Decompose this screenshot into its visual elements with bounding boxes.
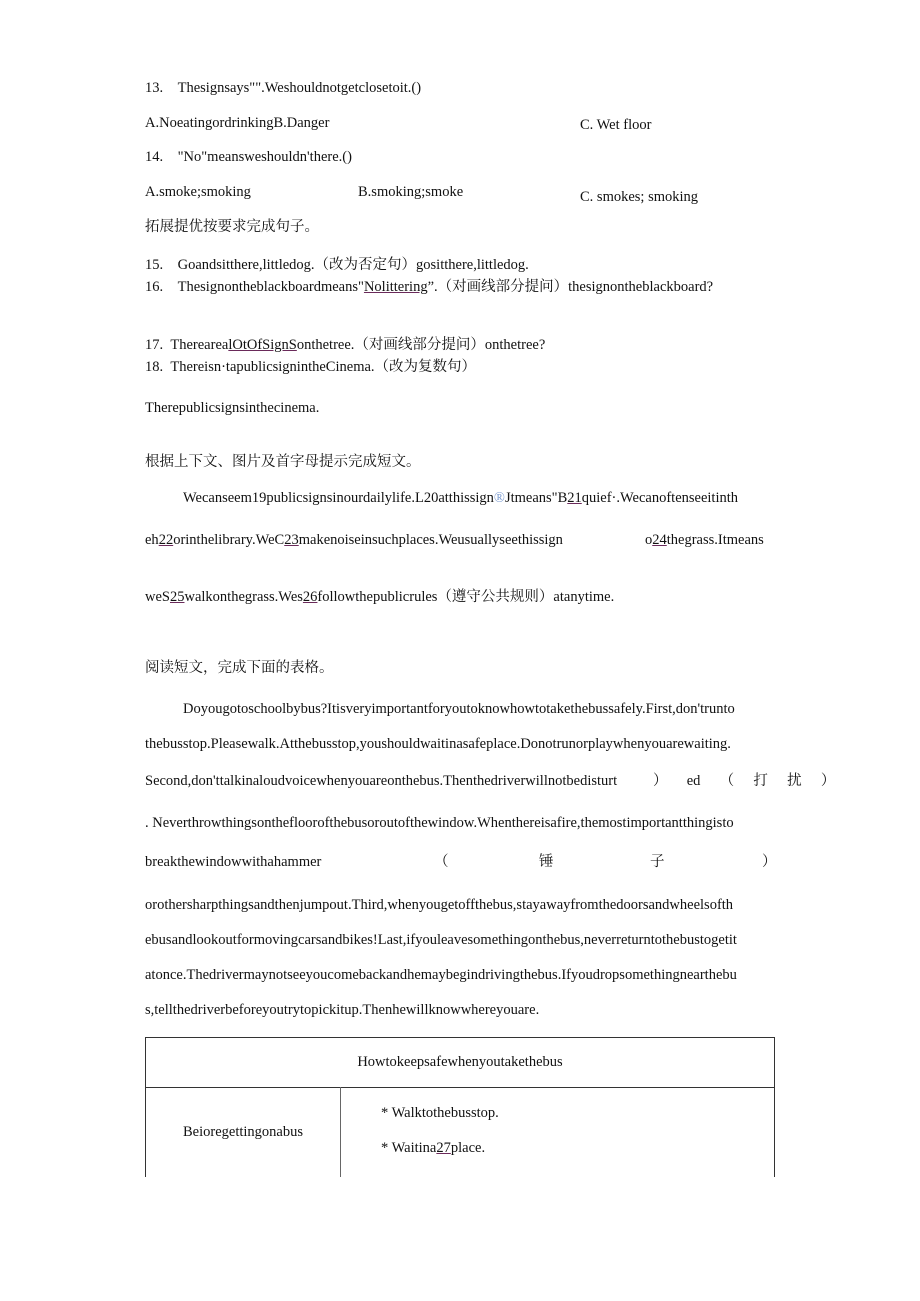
section-title: 阅读短文，完成下面的表格。 <box>145 660 334 676</box>
text: thegrass.Itmeans <box>666 532 764 548</box>
passage1-line <box>145 531 563 549</box>
text: eh <box>145 532 159 548</box>
text: followthepublicrules（遵守公共规则）atanytime. <box>317 589 615 605</box>
passage2-text: ） <box>762 854 777 870</box>
section-title: 拓展提优按要求完成句子。 <box>145 219 319 235</box>
text: quief·.Wecanoftenseeitinth <box>581 490 739 506</box>
passage2-line: orothersharpthingsandthenjumpout.Third,whenyougetoffthebus,stayawayfromthedoorsandwheelsofth <box>145 897 734 913</box>
text: weS <box>145 589 170 605</box>
text: place. <box>450 1140 486 1156</box>
text: * Waitina <box>381 1140 437 1156</box>
safety-table <box>145 1037 775 1177</box>
question-16 <box>145 278 713 296</box>
blank-27: 27 <box>436 1140 451 1156</box>
q13-option-c: C. Wet floor <box>580 117 652 133</box>
passage2-text: 锤 <box>539 854 554 870</box>
underlined-text: Nolittering <box>363 279 428 295</box>
passage2-line: s,tellthedriverbeforeyoutrytopickitup.Thenhewillknowwhereyouare. <box>145 1002 540 1018</box>
text: walkonthegrass.Wes <box>184 589 303 605</box>
q-text: Thesignontheblackboardmeans" <box>177 279 364 295</box>
table-item <box>381 1139 485 1157</box>
passage2-line: Second,don'ttalkinaloudvoicewhenyouareonthebus.Thenthedriverwillnotbedisturt <box>145 773 618 789</box>
blank-21: 21 <box>567 490 582 506</box>
passage2-line: Doyougotoschoolbybus?Itisveryimportantforyoutoknowhowtotakethebussafely.First,don'trunto <box>183 701 735 717</box>
blank-23: 23 <box>284 532 299 548</box>
passage2-line: atonce.Thedrivermaynotseeyoucomebackandhemaybegindrivingthebus.Ifyoudropsomethingnearthebu <box>145 967 737 983</box>
underlined-text: lOtOfSignS <box>228 337 297 353</box>
q-num: 14. <box>145 149 164 165</box>
blank-22: 22 <box>158 532 174 548</box>
q-text: Thesignsays"".Weshouldnotgetclosetoit.() <box>177 80 422 96</box>
q14-option-a: A.smoke;smoking <box>145 184 251 200</box>
passage1-line <box>645 531 764 549</box>
q18-answer-line: Therepublicsignsinthecinema. <box>145 400 320 416</box>
question-17 <box>145 336 545 354</box>
passage2-line: ebusandlookoutformovingcarsandbikes!Last,ifyouleavesomethingonthebus,neverreturntothebustogetit <box>145 932 737 948</box>
blank-25: 25 <box>169 589 185 605</box>
text: makenoiseinsuchplaces.Weusuallyseethissign <box>298 532 563 548</box>
question-18 <box>145 358 476 376</box>
q-text: Thereisn·tapublicsignintheCinema.（改为复数句） <box>170 359 477 375</box>
blank-24: 24 <box>652 532 667 548</box>
question-14 <box>145 148 352 166</box>
q-text: onthetree.（对画线部分提问）onthetree? <box>296 337 546 353</box>
passage2-line: ） ed （ 打 扰 ） <box>653 773 836 789</box>
question-13 <box>145 79 421 97</box>
q14-option-c: C. smokes; smoking <box>580 189 699 205</box>
passage2-text: （ <box>434 854 449 870</box>
table-title: Howtokeepsafewhenyoutakethebus <box>146 1038 774 1088</box>
q13-options-ab: A.NoeatingordrinkingB.Danger <box>145 115 330 131</box>
question-15 <box>145 256 529 274</box>
sign-mark-icon: ® <box>493 490 505 506</box>
q14-option-b: B.smoking;smoke <box>358 184 464 200</box>
q-num: 13. <box>145 80 164 96</box>
passage1-line <box>145 588 614 606</box>
q-text: Therearea <box>170 337 229 353</box>
q-text: Goandsitthere,littledog.（改为否定句）gositthere,littledog. <box>177 257 529 273</box>
passage2-line: thebusstop.Pleasewalk.Atthebusstop,youshouldwaitinasafeplace.Donotrunorplaywhenyouarewaiting. <box>145 736 731 752</box>
q-text: ”.（对画线部分提问）thesignontheblackboard? <box>427 279 714 295</box>
section-title: 根据上下文、图片及首字母提示完成短文。 <box>145 454 421 470</box>
text: o <box>645 532 653 548</box>
row-label: Beioregettingonabus <box>146 1087 341 1177</box>
table-item: * Walktothebusstop. <box>381 1105 499 1121</box>
passage2-text: 子 <box>650 854 665 870</box>
passage1-line <box>183 489 738 507</box>
q-num: 16. <box>145 279 164 295</box>
text: Jtmeans"B <box>504 490 568 506</box>
q-num: 18. <box>145 359 164 375</box>
q-num: 17. <box>145 337 164 353</box>
passage2-line: breakthewindowwithahammer <box>145 854 322 870</box>
text: orinthelibrary.WeC <box>173 532 285 548</box>
q-num: 15. <box>145 257 164 273</box>
text: Wecanseem19publicsignsinourdailylife.L20atthissign <box>183 490 494 506</box>
blank-26: 26 <box>302 589 318 605</box>
passage2-line: . Neverthrowthingsonthefloorofthebusoroutofthewindow.Whenthereisafire,themostimportantthingisto <box>145 815 734 831</box>
q-text: "No"meansweshouldn'there.() <box>177 149 352 165</box>
